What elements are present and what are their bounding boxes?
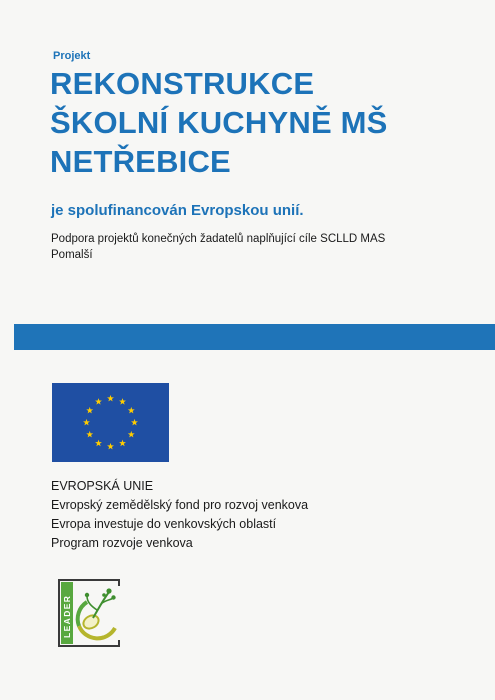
project-title-line-3: NETŘEBICE: [50, 144, 231, 179]
project-title: [50, 64, 480, 181]
project-title-line-1: REKONSTRUKCE: [50, 66, 315, 101]
eu-flag-icon: [52, 383, 169, 462]
leader-logo-icon: [57, 578, 127, 648]
support-text-line-1: Podpora projektů konečných žadatelů naplňující cíle SCLLD MAS: [51, 233, 386, 245]
leader-logo-lettering: LEADER: [62, 594, 72, 638]
project-kicker: Projekt: [53, 50, 91, 62]
eu-info-line-3: Evropa investuje do venkovských oblastí: [51, 517, 277, 531]
eu-info-block: [51, 477, 308, 553]
eu-info-line-4: Program rozvoje venkova: [51, 536, 193, 550]
eu-info-line-2: Evropský zemědělský fond pro rozvoj venkova: [51, 498, 309, 512]
eu-info-line-1: EVROPSKÁ UNIE: [51, 479, 154, 493]
blue-divider-band: [14, 324, 495, 350]
support-text-line-2: Pomalší: [51, 249, 93, 261]
cofinancing-subtitle: je spolufinancován Evropskou unií.: [51, 202, 304, 219]
project-title-line-2: ŠKOLNÍ KUCHYNĚ MŠ: [50, 105, 388, 140]
support-text: [51, 231, 471, 263]
